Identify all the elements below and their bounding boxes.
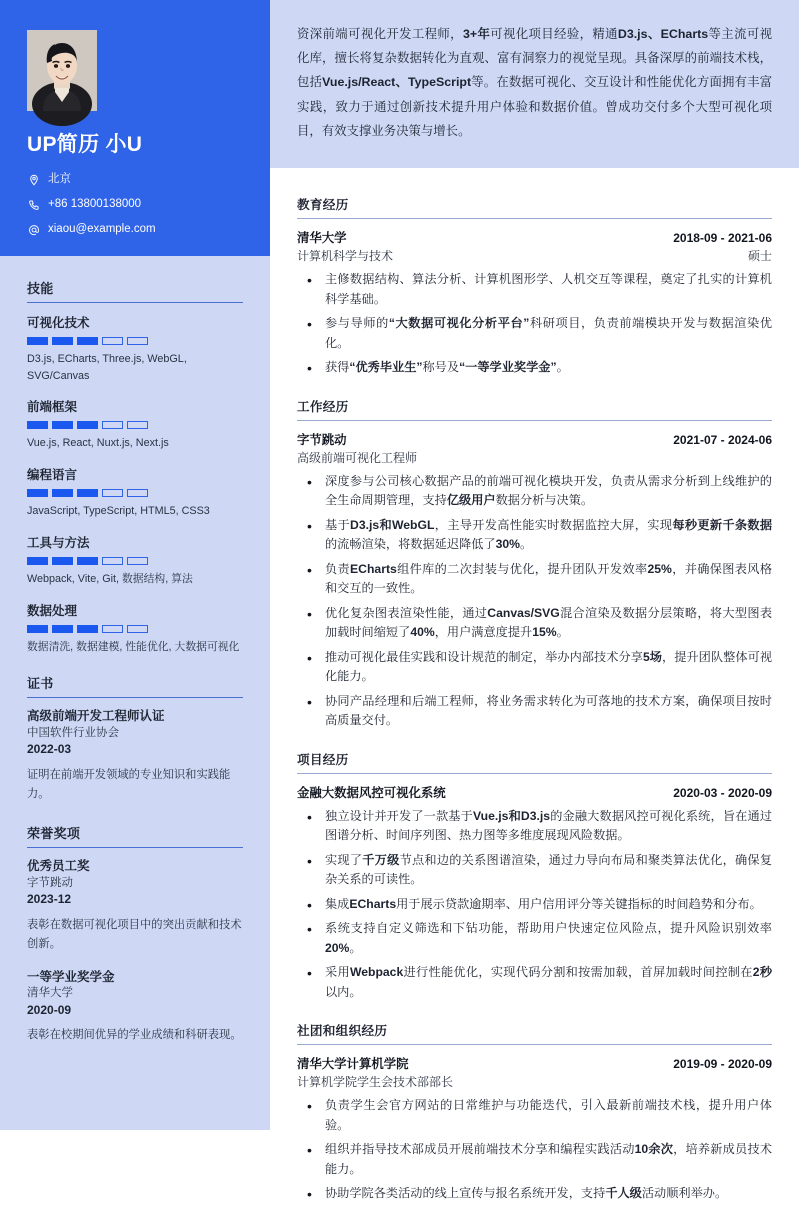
entry-header (297, 1054, 772, 1072)
skill-level-segment (102, 337, 123, 345)
skills-section (27, 278, 243, 655)
section-title: 工作经历 (297, 396, 772, 421)
skill-description: 数据清洗, 数据建模, 性能优化, 大数据可视化 (27, 640, 240, 653)
experience-entry (297, 783, 772, 1003)
entry-organization: 金融大数据风控可视化系统 (297, 785, 446, 800)
experience-entry (297, 1054, 772, 1204)
entry-role: 计算机学院学生会技术部部长 (297, 1075, 454, 1090)
professional-summary: 资深前端可视化开发工程师，3+年可视化项目经验，精通D3.js、ECharts等主流可视化库，擅长将复杂数据转化为直观、富有洞察力的视觉呈现。具备深厚的前端技术栈，包括Vue.js/React、TypeScript等。在数据可视化、交互设计和性能优化方面拥有丰富实践，致力于通过创新技术提升用户体验和数据价值。曾成功交付多个大型可视化项目，有效支撑业务决策与增长。 (297, 27, 772, 138)
sidebar (0, 0, 270, 1130)
entry-bullet: • 集成ECharts用于展示贷款逾期率、用户信用评分等关键指标的时间趋势和分布。 (297, 895, 772, 915)
honor-item-org: 字节跳动 (27, 876, 73, 889)
skills-section-title: 技能 (27, 278, 243, 303)
skill-level-segment (52, 625, 73, 633)
entry-date-range: 2019-09 - 2020-09 (673, 1057, 772, 1072)
honor-item-description: 表彰在校期间优异的学业成绩和科研表现。 (27, 1029, 242, 1042)
skill-level-segment (127, 421, 148, 429)
skill-level-segment (102, 489, 123, 497)
entry-bullet: • 系统支持自定义筛选和下钻功能，帮助用户快速定位风险点，提升风险识别效率20%。 (297, 919, 772, 958)
certificate-item-org: 中国软件行业协会 (27, 726, 119, 739)
skill-level-segment (102, 421, 123, 429)
entry-date-range: 2020-03 - 2020-09 (673, 785, 772, 800)
entry-bullet: • 独立设计并开发了一款基于Vue.js和D3.js的金融大数据风控可视化系统，旨在通过图谱分析、时间序列图、热力图等多维度展现风险数据。 (297, 807, 772, 846)
skill-level-segment (27, 489, 48, 497)
contact-list (27, 173, 243, 236)
resume-section (297, 749, 772, 1003)
certificate-item-description: 证明在前端开发领域的专业知识和实践能力。 (27, 768, 231, 801)
skill-level-bar (27, 489, 243, 497)
entry-subheader (297, 448, 772, 466)
entry-bullet: • 获得“优秀毕业生”称号及“一等学业奖学金”。 (297, 358, 772, 378)
entry-degree: 硕士 (747, 249, 772, 263)
section-title: 社团和组织经历 (297, 1020, 772, 1045)
honor-item-description: 表彰在数据可视化项目中的突出贡献和技术创新。 (27, 918, 242, 951)
certificates-list (27, 708, 243, 805)
entry-bullet: • 负责学生会官方网站的日常维护与功能迭代，引入最新前端技术栈，提升用户体验。 (297, 1096, 772, 1135)
skill-level-segment (77, 489, 98, 497)
person-name: UP简历 小U (27, 133, 143, 156)
entry-bullet: • 优化复杂图表渲染性能，通过Canvas/SVG混合渲染及数据分层策略，将大型图表加载时间缩短了40%，用户满意度提升15%。 (297, 604, 772, 643)
honors-section-title: 荣誉奖项 (27, 823, 243, 848)
contact-email-text: xiaou@example.com (48, 222, 156, 235)
skill-block (27, 533, 243, 588)
entry-bullet: • 参与导师的“大数据可视化分析平台”科研项目，负责前端模块开发与数据渲染优化。 (297, 314, 772, 353)
skill-level-segment (27, 421, 48, 429)
email-at-icon (27, 223, 40, 236)
skill-level-segment (102, 625, 123, 633)
resume-section (297, 396, 772, 731)
skill-block (27, 465, 243, 520)
entry-subheader (297, 1072, 772, 1090)
skill-level-segment (127, 337, 148, 345)
entry-bullet-list (297, 807, 772, 1003)
skill-level-segment (52, 421, 73, 429)
entry-date-range: 2021-07 - 2024-06 (673, 432, 772, 447)
certificate-item-date: 2022-03 (27, 742, 72, 757)
honor-item (27, 969, 243, 1046)
skill-name: 数据处理 (27, 603, 78, 618)
skill-level-segment (52, 557, 73, 565)
summary-band (270, 0, 799, 168)
experience-entry (297, 430, 772, 731)
certificate-item (27, 708, 243, 805)
entry-bullet: • 协同产品经理和后端工程师，将业务需求转化为可落地的技术方案，确保项目按时高质量交付。 (297, 692, 772, 731)
entry-bullet-list (297, 1096, 772, 1204)
main-sections (270, 168, 799, 1204)
entry-bullet-list (297, 270, 772, 378)
skill-name: 工具与方法 (27, 535, 90, 550)
entry-subheader (297, 246, 772, 264)
skill-level-segment (52, 489, 73, 497)
honor-item-date: 2023-12 (27, 892, 72, 907)
entry-date-range: 2018-09 - 2021-06 (673, 231, 772, 245)
contact-location (27, 173, 243, 187)
contact-phone-text: +86 13800138000 (48, 197, 142, 210)
honors-section (27, 823, 243, 1046)
skill-level-segment (77, 421, 98, 429)
skill-level-segment (52, 337, 73, 345)
location-pin-icon (27, 173, 40, 186)
resume-section (297, 194, 772, 378)
entry-bullet-list (297, 472, 772, 731)
skill-level-segment (77, 557, 98, 565)
skill-description: D3.js, ECharts, Three.js, WebGL, SVG/Canvas (27, 353, 187, 382)
honors-list (27, 858, 243, 1046)
skill-level-bar (27, 625, 243, 633)
entry-organization: 字节跳动 (297, 432, 347, 447)
skill-level-segment (127, 625, 148, 633)
skill-name: 编程语言 (27, 468, 78, 483)
entry-bullet: • 深度参与公司核心数据产品的前端可视化模块开发，负责从需求分析到上线维护的全生命周期管理，支持亿级用户数据分析与决策。 (297, 472, 772, 511)
section-title: 教育经历 (297, 194, 772, 219)
entry-organization: 清华大学 (297, 231, 347, 245)
sidebar-header (0, 0, 270, 256)
skill-level-segment (27, 625, 48, 633)
entry-bullet: • 协助学院各类活动的线上宣传与报名系统开发，支持千人级活动顺利举办。 (297, 1184, 772, 1204)
resume-section (297, 1020, 772, 1204)
honor-item-title: 一等学业奖学金 (27, 970, 115, 985)
phone-icon (27, 198, 40, 211)
skill-level-bar (27, 557, 243, 565)
contact-email (27, 223, 243, 237)
skills-list (27, 313, 243, 655)
skill-description: Vue.js, React, Nuxt.js, Next.js (27, 437, 169, 450)
entry-header (297, 228, 772, 246)
avatar-portrait-icon (27, 30, 97, 111)
main-content (270, 0, 799, 1201)
certificates-section (27, 673, 243, 805)
skill-level-segment (102, 557, 123, 565)
skill-description: Webpack, Vite, Git, 数据结构, 算法 (27, 572, 193, 585)
honor-item-org: 清华大学 (27, 987, 73, 1000)
honor-item-title: 优秀员工奖 (27, 859, 90, 874)
skill-block (27, 601, 243, 656)
entry-bullet: • 基于D3.js和WebGL，主导开发高性能实时数据监控大屏，实现每秒更新千条数据的流畅渲染，将数据延迟降低了30%。 (297, 516, 772, 555)
skill-level-segment (127, 557, 148, 565)
entry-bullet: • 推动可视化最佳实践和设计规范的制定，举办内部技术分享5场，提升团队整体可视化能力。 (297, 648, 772, 687)
honor-item (27, 858, 243, 955)
skill-level-bar (27, 337, 243, 345)
skill-level-segment (27, 337, 48, 345)
section-title: 项目经历 (297, 749, 772, 774)
skill-level-segment (77, 337, 98, 345)
skill-level-segment (77, 625, 98, 633)
entry-header (297, 783, 772, 801)
entry-role: 计算机科学与技术 (297, 249, 394, 263)
skill-description: JavaScript, TypeScript, HTML5, CSS3 (27, 505, 210, 518)
honor-item-date: 2020-09 (27, 1003, 72, 1018)
avatar (27, 30, 97, 111)
entry-bullet: • 实现了千万级节点和边的关系图谱渲染，通过力导向布局和聚类算法优化，确保复杂关系的可读性。 (297, 851, 772, 890)
skill-block (27, 313, 243, 384)
entry-role: 高级前端可视化工程师 (297, 450, 418, 465)
contact-location-text: 北京 (48, 173, 71, 186)
entry-bullet: • 负责ECharts组件库的二次封装与优化，提升团队开发效率25%，并确保图表风格和交互的一致性。 (297, 560, 772, 599)
skill-name: 前端框架 (27, 400, 78, 415)
entry-bullet: • 组织并指导技术部成员开展前端技术分享和编程实践活动10余次，培养新成员技术能力。 (297, 1140, 772, 1179)
skill-block (27, 397, 243, 452)
entry-bullet: • 采用Webpack进行性能优化，实现代码分割和按需加载，首屏加载时间控制在2秒以内。 (297, 963, 772, 1002)
certificate-item-title: 高级前端开发工程师认证 (27, 709, 165, 724)
skill-level-segment (27, 557, 48, 565)
sidebar-body (0, 256, 270, 1046)
skill-name: 可视化技术 (27, 316, 90, 330)
certificates-section-title: 证书 (27, 673, 243, 698)
skill-level-segment (127, 489, 148, 497)
entry-organization: 清华大学计算机学院 (297, 1057, 409, 1072)
skill-level-bar (27, 421, 243, 429)
entry-header (297, 430, 772, 448)
contact-phone (27, 198, 243, 212)
entry-bullet: • 主修数据结构、算法分析、计算机图形学、人机交互等课程，奠定了扎实的计算机科学基础。 (297, 270, 772, 309)
experience-entry (297, 228, 772, 378)
